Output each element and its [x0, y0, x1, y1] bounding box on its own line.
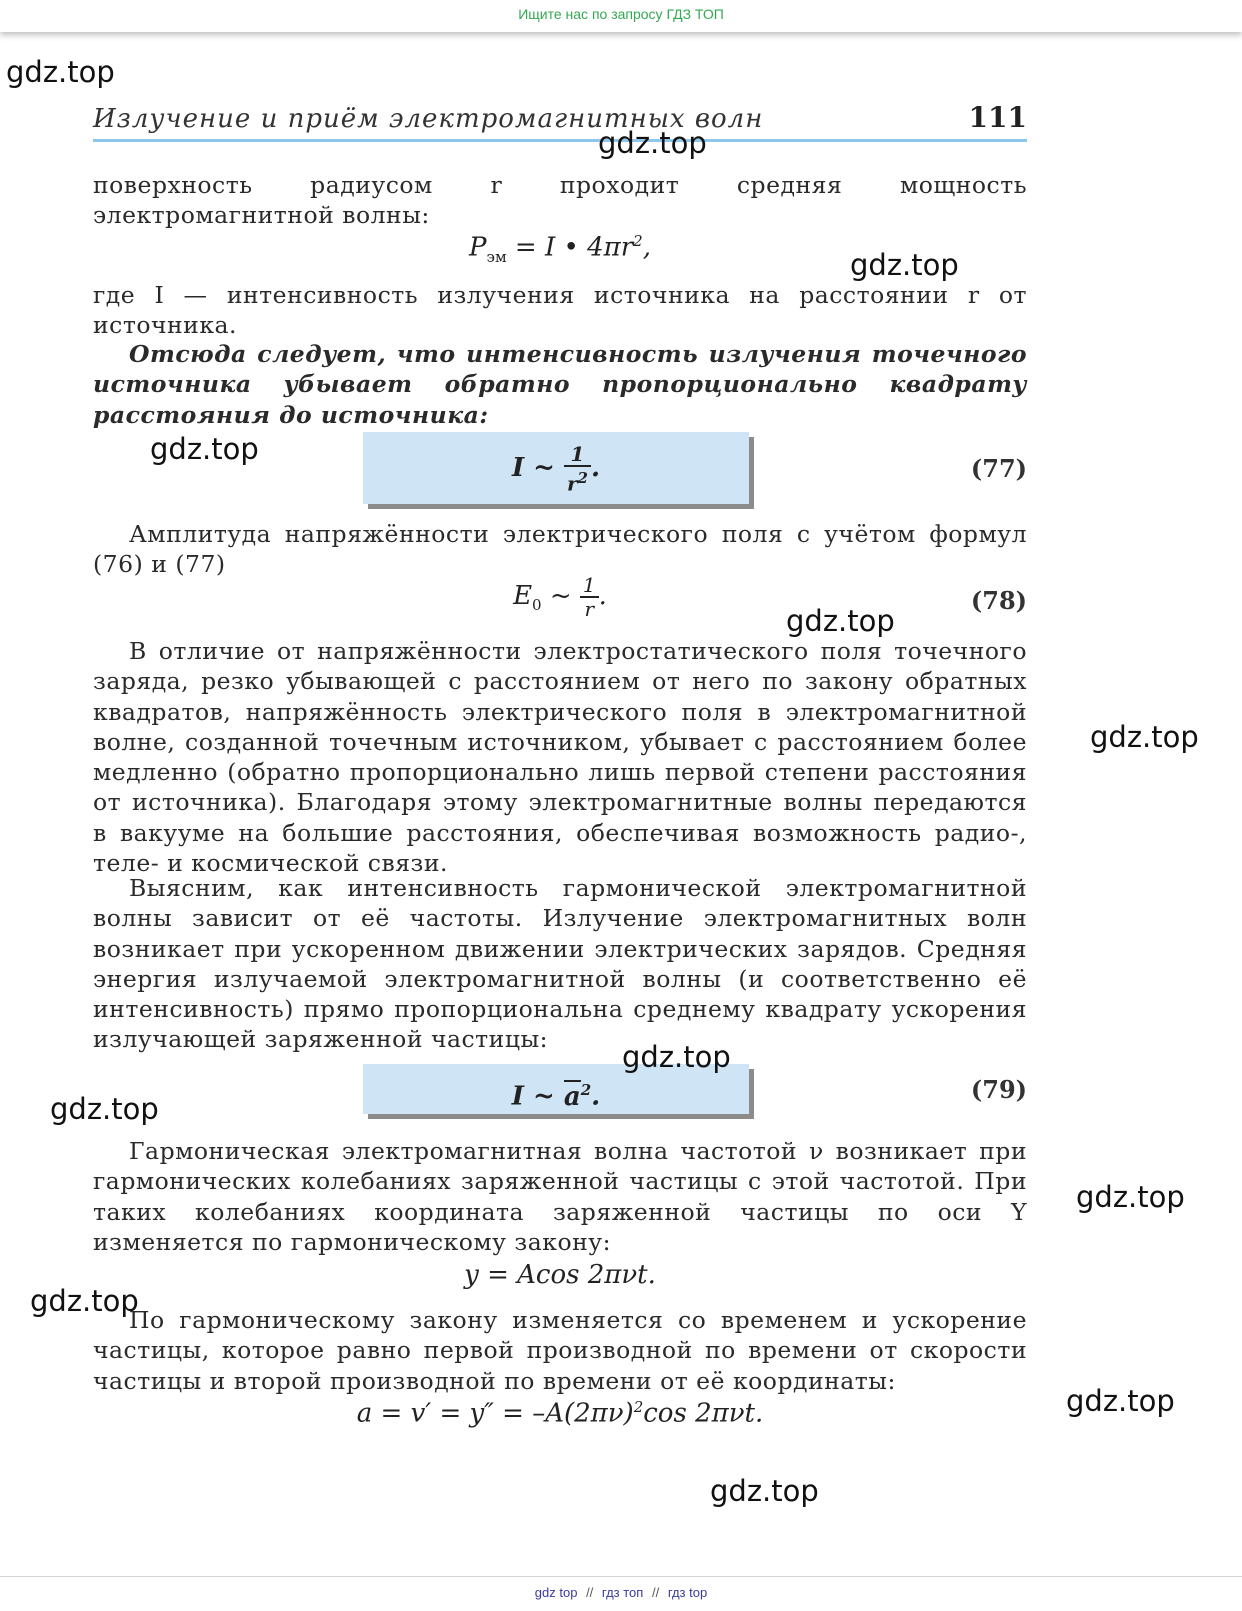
watermark: gdz.top — [786, 604, 895, 638]
watermark: gdz.top — [6, 55, 115, 89]
watermark: gdz.top — [150, 432, 259, 466]
watermark: gdz.top — [30, 1284, 139, 1318]
paragraph-8: По гармоническому закону изменяется со временем и ускорение частицы, которое равно первой производной по времени от скорости частицы и второй производной по времени от её координаты: — [93, 1306, 1027, 1395]
paragraph-4: Амплитуда напряжённости электрического поля с учётом формул (76) и (77) — [93, 520, 1027, 579]
page-header — [93, 96, 1027, 142]
page-number: 111 — [968, 101, 1027, 134]
formula-y: y = Acos 2πνt. — [464, 1260, 656, 1290]
footer-link-gdz-top-mixed[interactable]: гдз top — [667, 1585, 708, 1600]
top-banner — [0, 0, 1242, 32]
formula-78-number: (78) — [970, 586, 1027, 615]
watermark: gdz.top — [850, 248, 959, 282]
search-hint-link[interactable]: Ищите нас по запросу ГДЗ ТОП — [518, 6, 724, 22]
watermark: gdz.top — [50, 1092, 159, 1126]
watermark: gdz.top — [598, 126, 707, 160]
formula-77-number: (77) — [970, 454, 1027, 483]
paragraph-1: поверхность радиусом r проходит средняя мощность электромагнитной волны: — [93, 171, 1027, 230]
formula-77-box: I ~ $\frac{1}{r^2}$ . — [363, 432, 749, 504]
footer-separator: // — [586, 1585, 594, 1600]
formula-power: $P_{эм} = I$ • $4\pi r^2$, — [469, 232, 651, 266]
chapter-title: Излучение и приём электромагнитных волн — [93, 104, 764, 134]
paragraph-3: Отсюда следует, что интенсивность излучения точечного источника убывает обратно пропорционально квадрату расстояния до источника: — [93, 340, 1027, 429]
footer-bar — [0, 1576, 1242, 1611]
paragraph-6: Выясним, как интенсивность гармонической электромагнитной волны зависит от её частоты. Излучение электромагнитных волн возникает при ускоренном движении электрических зарядов. Средняя энергия излучаемой электромагнитной волны (и соответственно её интенсивность) прямо пропорциональна среднему квадрату ускорения излучающей заряженной частицы: — [93, 874, 1027, 1054]
formula-79-number: (79) — [970, 1075, 1027, 1104]
watermark: gdz.top — [710, 1474, 819, 1508]
watermark: gdz.top — [1066, 1384, 1175, 1418]
footer-link-gdz-top[interactable]: gdz top — [534, 1585, 578, 1600]
watermark: gdz.top — [622, 1040, 731, 1074]
footer-link-gdz-top-ru[interactable]: гдз топ — [601, 1585, 644, 1600]
watermark: gdz.top — [1090, 720, 1199, 754]
paragraph-7: Гармоническая электромагнитная волна частотой ν возникает при гармонических колебаниях заряженной частицы с этой частотой. При таких колебаниях координата заряженной частицы по оси Y изменяется по гармоническому закону: — [93, 1137, 1027, 1256]
paragraph-2: где I — интенсивность излучения источника на расстоянии r от источника. — [93, 281, 1027, 340]
paragraph-5: В отличие от напряжённости электростатического поля точечного заряда, резко убывающей с расстоянием от него по закону обратных квадратов, напряжённость электрического поля в электромагнитной волне, созданной точечным источником, убывает с расстоянием более медленно (обратно пропорционально лишь первой степени расстояния от источника). Благодаря этому электромагнитные волны передаются в вакууме на большие расстояния, обеспечивая возможность радио-, теле- и космической связи. — [93, 637, 1027, 878]
watermark: gdz.top — [1076, 1180, 1185, 1214]
footer-separator: // — [651, 1585, 660, 1600]
formula-79-box: I ~ $a^2$. — [363, 1064, 749, 1114]
formula-78: $E_0$ ~ $\frac{1}{r}$ . — [513, 573, 607, 621]
formula-acceleration: $a = v' = y'' = -A(2\pi\nu)^2\cos$ 2πνt. — [356, 1398, 764, 1429]
